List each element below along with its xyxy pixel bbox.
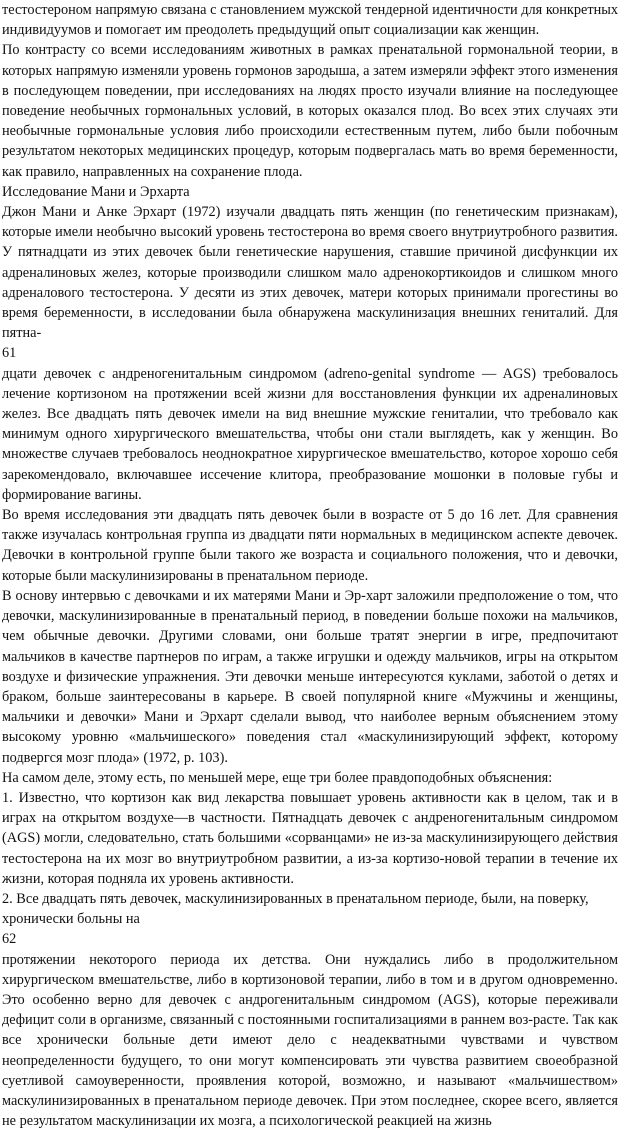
page-number: 61 — [2, 345, 17, 362]
paragraph-hypothesis: В основу интервью с девочками и их матерями Мани и Эр-харт заложили предположение о том, что девочки, маскулинизированные в пренатальный период, в поведении больше похожи на мальчиков, чем обычные девочки. Другими словами, они больше тратят энергии в игре, предпочитают мальчиков в качестве партнеров по играм, а также игрушки и одежду мальчиков, игры на открытом воздухе и физические упражнения. Эти девочки меньше интересуются куклами, заботой о детях и браком, больше заинтересованы в карьере. В своей популярной книге «Мужчины и женщины, мальчики и девочки» Мани и Эрхарт сделали вывод, что наиболее верным объяснением этому высокому уровню «мальчишеского» поведения стал «маскулинизирующий эффект, которому подвергся мозг плода» (1972, р. 103). — [2, 587, 618, 766]
paragraph-chronic-illness: протяжении некоторого периода их детства. Они нуждались либо в продолжительном хирургическом вмешательстве, либо в кортизоновой терапии, либо в том и в другом одновременно. Это особенно верно для девочек с андрогенитальным синдромом (AGS), которые переживали дефицит соли в организме, связанный с постоянными госпитализациями в раннем воз-расте. Так как все хронически больные дети имеют дело с неадекватными чувствами и чувством неопределенности будущего, то они могут компенсировать эти чувства развитием своеобразной суетливой самоуверенности, проявления которой, возможно, и называют «мальчишеством» маскулинизированных в пренатальном периоде девочек. При этом последнее, скорее всего, является не результатом маскулинизации их мозга, а психологической реакцией на жизнь — [2, 951, 618, 1130]
page-number: 62 — [2, 931, 17, 948]
paragraph-ags-treatment: дцати девочек с андреногенитальным синдромом (adreno-genital syndrome — AGS) требовалось лечение кортизоном на протяжении всей жизни для восстановления функции их адреналиновых желез. Все двадцать пять девочек имели на вид внешние мужские гениталии, что требовало как минимум одного хирургического вмешательства, чтобы они стали выглядеть, как у женщин. Во множестве случаев требовалось неоднократное хирургическое вмешательство, которое хорошо себя зарекомендовало, включавшее иссечение клитора, преобразование мошонки в половые губы и формирование вагины. — [2, 365, 618, 503]
paragraph-control-group: Во время исследования эти двадцать пять девочек были в возрасте от 5 до 16 лет. Для сравнения также изучалась контрольная группа из двадцати пяти нормальных в медицинском аспекте девочек. Девочки в контрольной группе были такого же возраста и социального положения, что и девочки, которые были маскулинизированы в пренатальном периоде. — [2, 507, 618, 584]
section-heading: Исследование Мани и Эрхарта — [2, 183, 190, 200]
list-item-1: 1. Известно, что кортизон как вид лекарства повышает уровень активности как в целом, так и в играх на открытом воздухе—в частности. Пятнадцать девочек с андреногенитальным синдромом (AGS) могли, следовательно, стать большими «сорванцами» не из-за маскулинизирующего действия тестостерона на их мозг во внутриутробном развитии, а из-за кортизо-новой терапии в течение их жизни, которая подняла их уровень активности. — [2, 789, 618, 887]
paragraph-money-ehrhardt: Джон Мани и Анке Эрхарт (1972) изучали двадцать пять женщин (по генетическим признакам), которые имели необычно высокий уровень тестостерона во время своего внутриутробного развития. У пятнадцати из этих девочек были генетические нарушения, ставшие причиной дисфункции их адреналиновых желез, которые производили слишком мало адренокортикоидов и слишком много адреналового тестостерона. У десяти из этих девочек, матери которых принимали прогестины во время беременности, в исследовании была обнаружена маскулинизация внешних гениталий. Для пятна- — [2, 204, 618, 342]
paragraph-explanations-intro: На самом деле, этому есть, по меньшей мере, еще три более правдоподобных объяснения: — [2, 769, 553, 786]
paragraph-intro-end: тестостероном напрямую связана с становлением мужской тендерной идентичности для конкретных индивидуумов и помогает им преодолеть предыдущий опыт социализации как женщин. — [2, 2, 618, 39]
paragraph-contrast: По контрасту со всеми исследованиям животных в рамках пренатальной гормональной теории, в которых напрямую изменяли уровень гормонов зародыша, а затем измеряли эффект этого изменения в последующем поведении, при исследованиях на людях просто изучали влияние на последующее поведение необычных гормональных условий, в которых оказался плод. Во всех этих случаях эти необычные гормональные условия либо происходили естественным путем, либо были побочным результатом некоторых медицинских процедур, которым подвергалась мать во время беременности, как правило, направленных на сохранение плода. — [2, 42, 618, 180]
list-item-2: 2. Все двадцать пять девочек, маскулинизированных в пренатальном периоде, были, на поверку, хронически больны на — [2, 890, 589, 928]
